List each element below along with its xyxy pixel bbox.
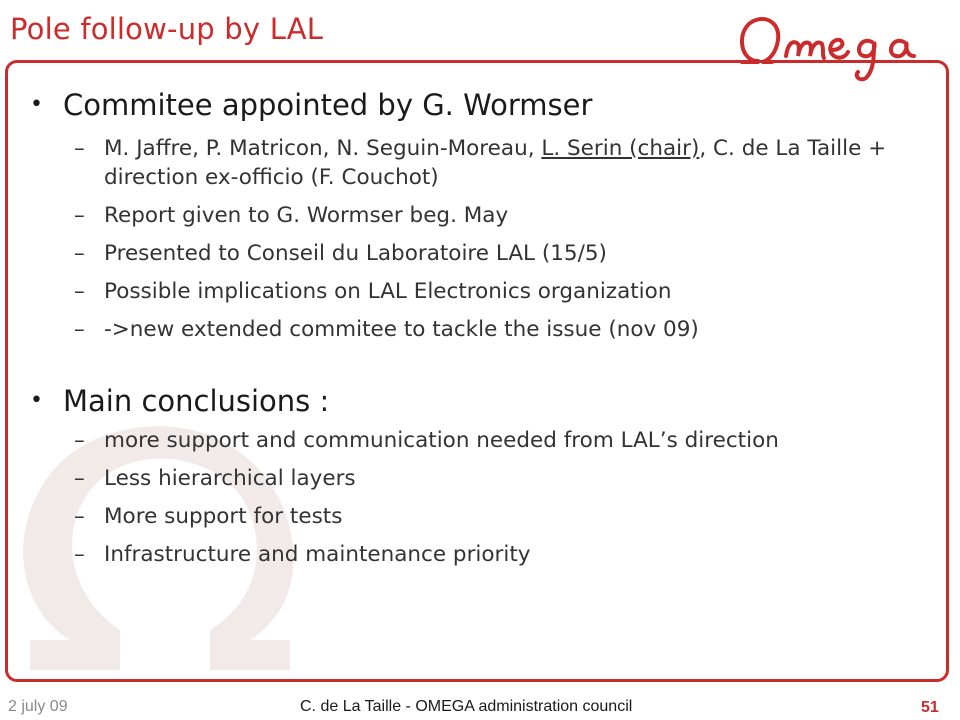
dash: – xyxy=(74,203,85,228)
dash: – xyxy=(74,279,85,304)
sub-item-text: Presented to Conseil du Laboratoire LAL (15/5) xyxy=(104,241,607,266)
sub-item xyxy=(30,464,930,493)
dash: – xyxy=(74,504,85,529)
bullet-heading: Main conclusions : xyxy=(63,384,330,418)
sub-item-text: Possible implications on LAL Electronics organization xyxy=(104,279,672,304)
sub-item xyxy=(30,426,930,455)
dash: – xyxy=(74,428,85,453)
sub-item xyxy=(30,239,930,268)
sub-item-text: Report given to G. Wormser beg. May xyxy=(104,203,509,228)
dash: – xyxy=(74,241,85,266)
sub-item xyxy=(30,134,930,192)
chair-underlined: L. Serin (chair) xyxy=(541,136,700,161)
footer-date: 2 july 09 xyxy=(8,698,68,715)
sub-item-text-pre: M. Jaffre, P. Matricon, N. Seguin-Moreau, xyxy=(104,136,542,161)
sub-item-text: more support and communication needed from LAL’s direction xyxy=(104,428,779,453)
dash: – xyxy=(74,136,85,161)
sub-item xyxy=(30,540,930,569)
bullet-committee xyxy=(30,88,930,122)
sub-item-text: More support for tests xyxy=(104,504,343,529)
sub-item-text xyxy=(104,134,930,192)
page-number: 51 xyxy=(921,699,939,716)
sub-item-text: Less hierarchical layers xyxy=(104,466,356,491)
sub-item xyxy=(30,315,930,344)
bullet-dot: • xyxy=(30,92,43,117)
sub-item-text: Infrastructure and maintenance priority xyxy=(104,542,531,567)
bullet-dot: • xyxy=(30,388,43,413)
sub-item-text-post: , C. de La Taille + direction ex-officio (F. Couchot) xyxy=(104,136,887,190)
bullet-conclusions xyxy=(30,384,930,418)
sub-item xyxy=(30,201,930,230)
dash: – xyxy=(74,542,85,567)
dash: – xyxy=(74,317,85,342)
slide-title: Pole follow-up by LAL xyxy=(10,12,324,46)
footer-center: C. de La Taille - OMEGA administration council xyxy=(300,698,633,715)
dash: – xyxy=(74,466,85,491)
sub-item xyxy=(30,502,930,531)
sub-item xyxy=(30,277,930,306)
slide-body xyxy=(30,88,930,569)
sub-item-text: ->new extended commitee to tackle the issue (nov 09) xyxy=(104,317,699,342)
bullet-heading: Commitee appointed by G. Wormser xyxy=(63,88,593,122)
